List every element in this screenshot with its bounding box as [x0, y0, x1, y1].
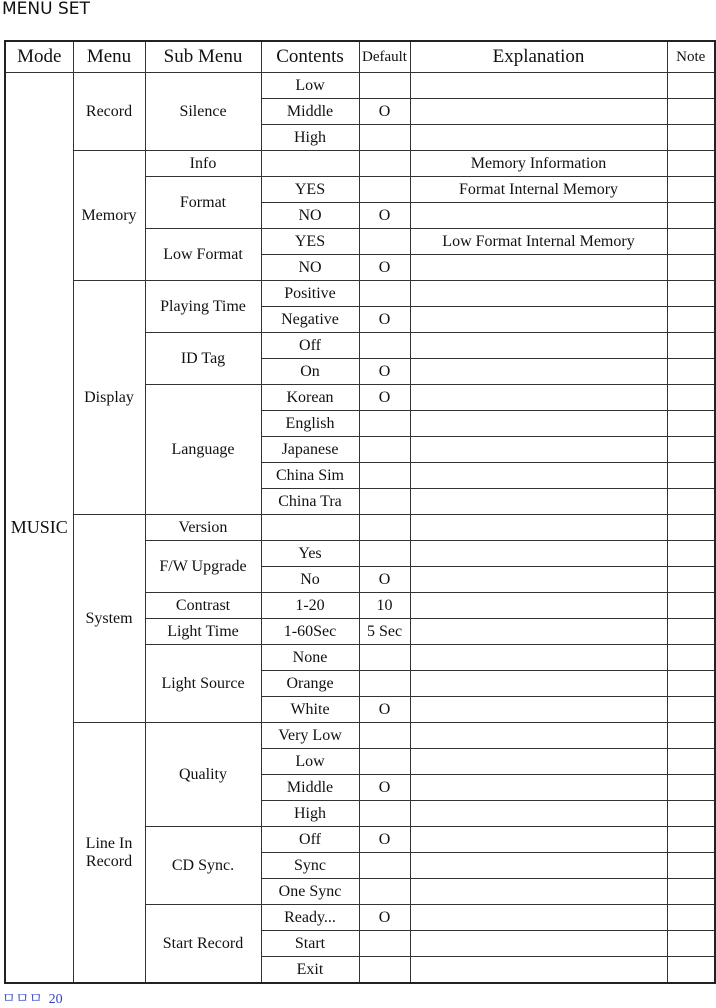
explanation-cell: [410, 853, 667, 879]
contents-cell: White: [261, 697, 359, 723]
note-cell: [667, 281, 715, 307]
table-row: [5, 73, 715, 99]
explanation-cell: [410, 723, 667, 749]
sub-menu-cell: Silence: [145, 73, 261, 151]
explanation-cell: [410, 411, 667, 437]
default-cell: [359, 229, 410, 255]
mode-cell: MUSIC: [5, 73, 73, 984]
note-cell: [667, 73, 715, 99]
contents-cell: YES: [261, 229, 359, 255]
contents-cell: Middle: [261, 775, 359, 801]
explanation-cell: [410, 385, 667, 411]
explanation-cell: [410, 99, 667, 125]
default-cell: [359, 463, 410, 489]
default-cell: [359, 411, 410, 437]
contents-cell: NO: [261, 203, 359, 229]
menu-cell: System: [73, 515, 145, 723]
explanation-cell: [410, 255, 667, 281]
default-cell: [359, 645, 410, 671]
default-cell: 10: [359, 593, 410, 619]
table-row: [5, 281, 715, 307]
contents-cell: English: [261, 411, 359, 437]
default-cell: [359, 333, 410, 359]
sub-menu-cell: Light Time: [145, 619, 261, 645]
explanation-cell: [410, 593, 667, 619]
explanation-cell: [410, 73, 667, 99]
note-cell: [667, 99, 715, 125]
explanation-cell: [410, 645, 667, 671]
default-cell: [359, 749, 410, 775]
note-cell: [667, 671, 715, 697]
contents-cell: High: [261, 801, 359, 827]
default-cell: O: [359, 697, 410, 723]
note-cell: [667, 957, 715, 984]
note-cell: [667, 905, 715, 931]
contents-cell: Orange: [261, 671, 359, 697]
note-cell: [667, 619, 715, 645]
contents-cell: Off: [261, 827, 359, 853]
sub-menu-cell: Light Source: [145, 645, 261, 723]
menu-cell: Line In Record: [73, 723, 145, 984]
contents-cell: Low: [261, 749, 359, 775]
default-cell: O: [359, 905, 410, 931]
explanation-cell: [410, 281, 667, 307]
default-cell: 5 Sec: [359, 619, 410, 645]
default-cell: [359, 437, 410, 463]
note-cell: [667, 593, 715, 619]
sub-menu-cell: CD Sync.: [145, 827, 261, 905]
menu-set-table: [4, 40, 716, 984]
header-explanation: Explanation: [410, 41, 667, 73]
header-note: Note: [667, 41, 715, 73]
sub-menu-cell: Version: [145, 515, 261, 541]
sub-menu-cell: Contrast: [145, 593, 261, 619]
note-cell: [667, 567, 715, 593]
note-cell: [667, 931, 715, 957]
table-row: [5, 515, 715, 541]
page-number: 20: [48, 992, 63, 1007]
explanation-cell: [410, 489, 667, 515]
default-cell: [359, 541, 410, 567]
note-cell: [667, 749, 715, 775]
table-row: [5, 723, 715, 749]
table-body: [5, 73, 715, 984]
default-cell: O: [359, 385, 410, 411]
note-cell: [667, 151, 715, 177]
sub-menu-cell: Playing Time: [145, 281, 261, 333]
contents-cell: Ready...: [261, 905, 359, 931]
explanation-cell: [410, 801, 667, 827]
sub-menu-cell: Language: [145, 385, 261, 515]
explanation-cell: [410, 619, 667, 645]
explanation-cell: [410, 541, 667, 567]
contents-cell: Very Low: [261, 723, 359, 749]
contents-cell: High: [261, 125, 359, 151]
explanation-cell: [410, 359, 667, 385]
explanation-cell: Format Internal Memory: [410, 177, 667, 203]
note-cell: [667, 203, 715, 229]
default-cell: O: [359, 99, 410, 125]
menu-cell: Memory: [73, 151, 145, 281]
explanation-cell: [410, 333, 667, 359]
contents-cell: Off: [261, 333, 359, 359]
header-mode: Mode: [5, 41, 73, 73]
default-cell: [359, 879, 410, 905]
note-cell: [667, 645, 715, 671]
note-cell: [667, 411, 715, 437]
note-cell: [667, 255, 715, 281]
contents-cell: Start: [261, 931, 359, 957]
page-footer: [2, 988, 63, 1008]
note-cell: [667, 125, 715, 151]
contents-cell: Japanese: [261, 437, 359, 463]
contents-cell: One Sync: [261, 879, 359, 905]
note-cell: [667, 801, 715, 827]
default-cell: [359, 801, 410, 827]
contents-cell: None: [261, 645, 359, 671]
explanation-cell: [410, 307, 667, 333]
default-cell: O: [359, 307, 410, 333]
default-cell: O: [359, 255, 410, 281]
contents-cell: China Sim: [261, 463, 359, 489]
note-cell: [667, 879, 715, 905]
contents-cell: Yes: [261, 541, 359, 567]
note-cell: [667, 489, 715, 515]
contents-cell: 1-60Sec: [261, 619, 359, 645]
contents-cell: Korean: [261, 385, 359, 411]
note-cell: [667, 177, 715, 203]
note-cell: [667, 463, 715, 489]
note-cell: [667, 385, 715, 411]
menu-cell: Display: [73, 281, 145, 515]
default-cell: O: [359, 567, 410, 593]
contents-cell: Positive: [261, 281, 359, 307]
sub-menu-cell: Format: [145, 177, 261, 229]
default-cell: [359, 515, 410, 541]
contents-cell: [261, 151, 359, 177]
contents-cell: [261, 515, 359, 541]
contents-cell: Negative: [261, 307, 359, 333]
explanation-cell: [410, 671, 667, 697]
default-cell: [359, 723, 410, 749]
explanation-cell: [410, 463, 667, 489]
default-cell: [359, 931, 410, 957]
contents-cell: 1-20: [261, 593, 359, 619]
contents-cell: NO: [261, 255, 359, 281]
default-cell: [359, 281, 410, 307]
explanation-cell: [410, 827, 667, 853]
default-cell: [359, 151, 410, 177]
note-cell: [667, 307, 715, 333]
default-cell: O: [359, 827, 410, 853]
explanation-cell: [410, 125, 667, 151]
default-cell: [359, 489, 410, 515]
default-cell: [359, 957, 410, 984]
default-cell: [359, 853, 410, 879]
default-cell: [359, 177, 410, 203]
contents-cell: Exit: [261, 957, 359, 984]
contents-cell: On: [261, 359, 359, 385]
explanation-cell: [410, 203, 667, 229]
explanation-cell: [410, 437, 667, 463]
footer-mark: ㅁㅁㅁ: [2, 991, 43, 1007]
default-cell: [359, 671, 410, 697]
note-cell: [667, 723, 715, 749]
default-cell: [359, 73, 410, 99]
contents-cell: Low: [261, 73, 359, 99]
explanation-cell: Memory Information: [410, 151, 667, 177]
header-contents: Contents: [261, 41, 359, 73]
contents-cell: Sync: [261, 853, 359, 879]
table-header-row: [5, 41, 715, 73]
note-cell: [667, 697, 715, 723]
header-default: Default: [359, 41, 410, 73]
note-cell: [667, 541, 715, 567]
explanation-cell: [410, 749, 667, 775]
contents-cell: YES: [261, 177, 359, 203]
sub-menu-cell: Start Record: [145, 905, 261, 984]
explanation-cell: [410, 905, 667, 931]
page-title: MENU SET: [2, 0, 90, 19]
explanation-cell: [410, 515, 667, 541]
note-cell: [667, 515, 715, 541]
table-row: [5, 151, 715, 177]
sub-menu-cell: Info: [145, 151, 261, 177]
default-cell: O: [359, 203, 410, 229]
note-cell: [667, 437, 715, 463]
note-cell: [667, 359, 715, 385]
menu-cell: Record: [73, 73, 145, 151]
default-cell: O: [359, 775, 410, 801]
note-cell: [667, 333, 715, 359]
note-cell: [667, 853, 715, 879]
contents-cell: No: [261, 567, 359, 593]
explanation-cell: [410, 957, 667, 984]
explanation-cell: [410, 567, 667, 593]
header-menu: Menu: [73, 41, 145, 73]
explanation-cell: Low Format Internal Memory: [410, 229, 667, 255]
default-cell: O: [359, 359, 410, 385]
explanation-cell: [410, 931, 667, 957]
header-sub-menu: Sub Menu: [145, 41, 261, 73]
note-cell: [667, 229, 715, 255]
explanation-cell: [410, 697, 667, 723]
sub-menu-cell: Quality: [145, 723, 261, 827]
contents-cell: China Tra: [261, 489, 359, 515]
note-cell: [667, 827, 715, 853]
note-cell: [667, 775, 715, 801]
sub-menu-cell: ID Tag: [145, 333, 261, 385]
sub-menu-cell: F/W Upgrade: [145, 541, 261, 593]
sub-menu-cell: Low Format: [145, 229, 261, 281]
default-cell: [359, 125, 410, 151]
contents-cell: Middle: [261, 99, 359, 125]
explanation-cell: [410, 775, 667, 801]
explanation-cell: [410, 879, 667, 905]
